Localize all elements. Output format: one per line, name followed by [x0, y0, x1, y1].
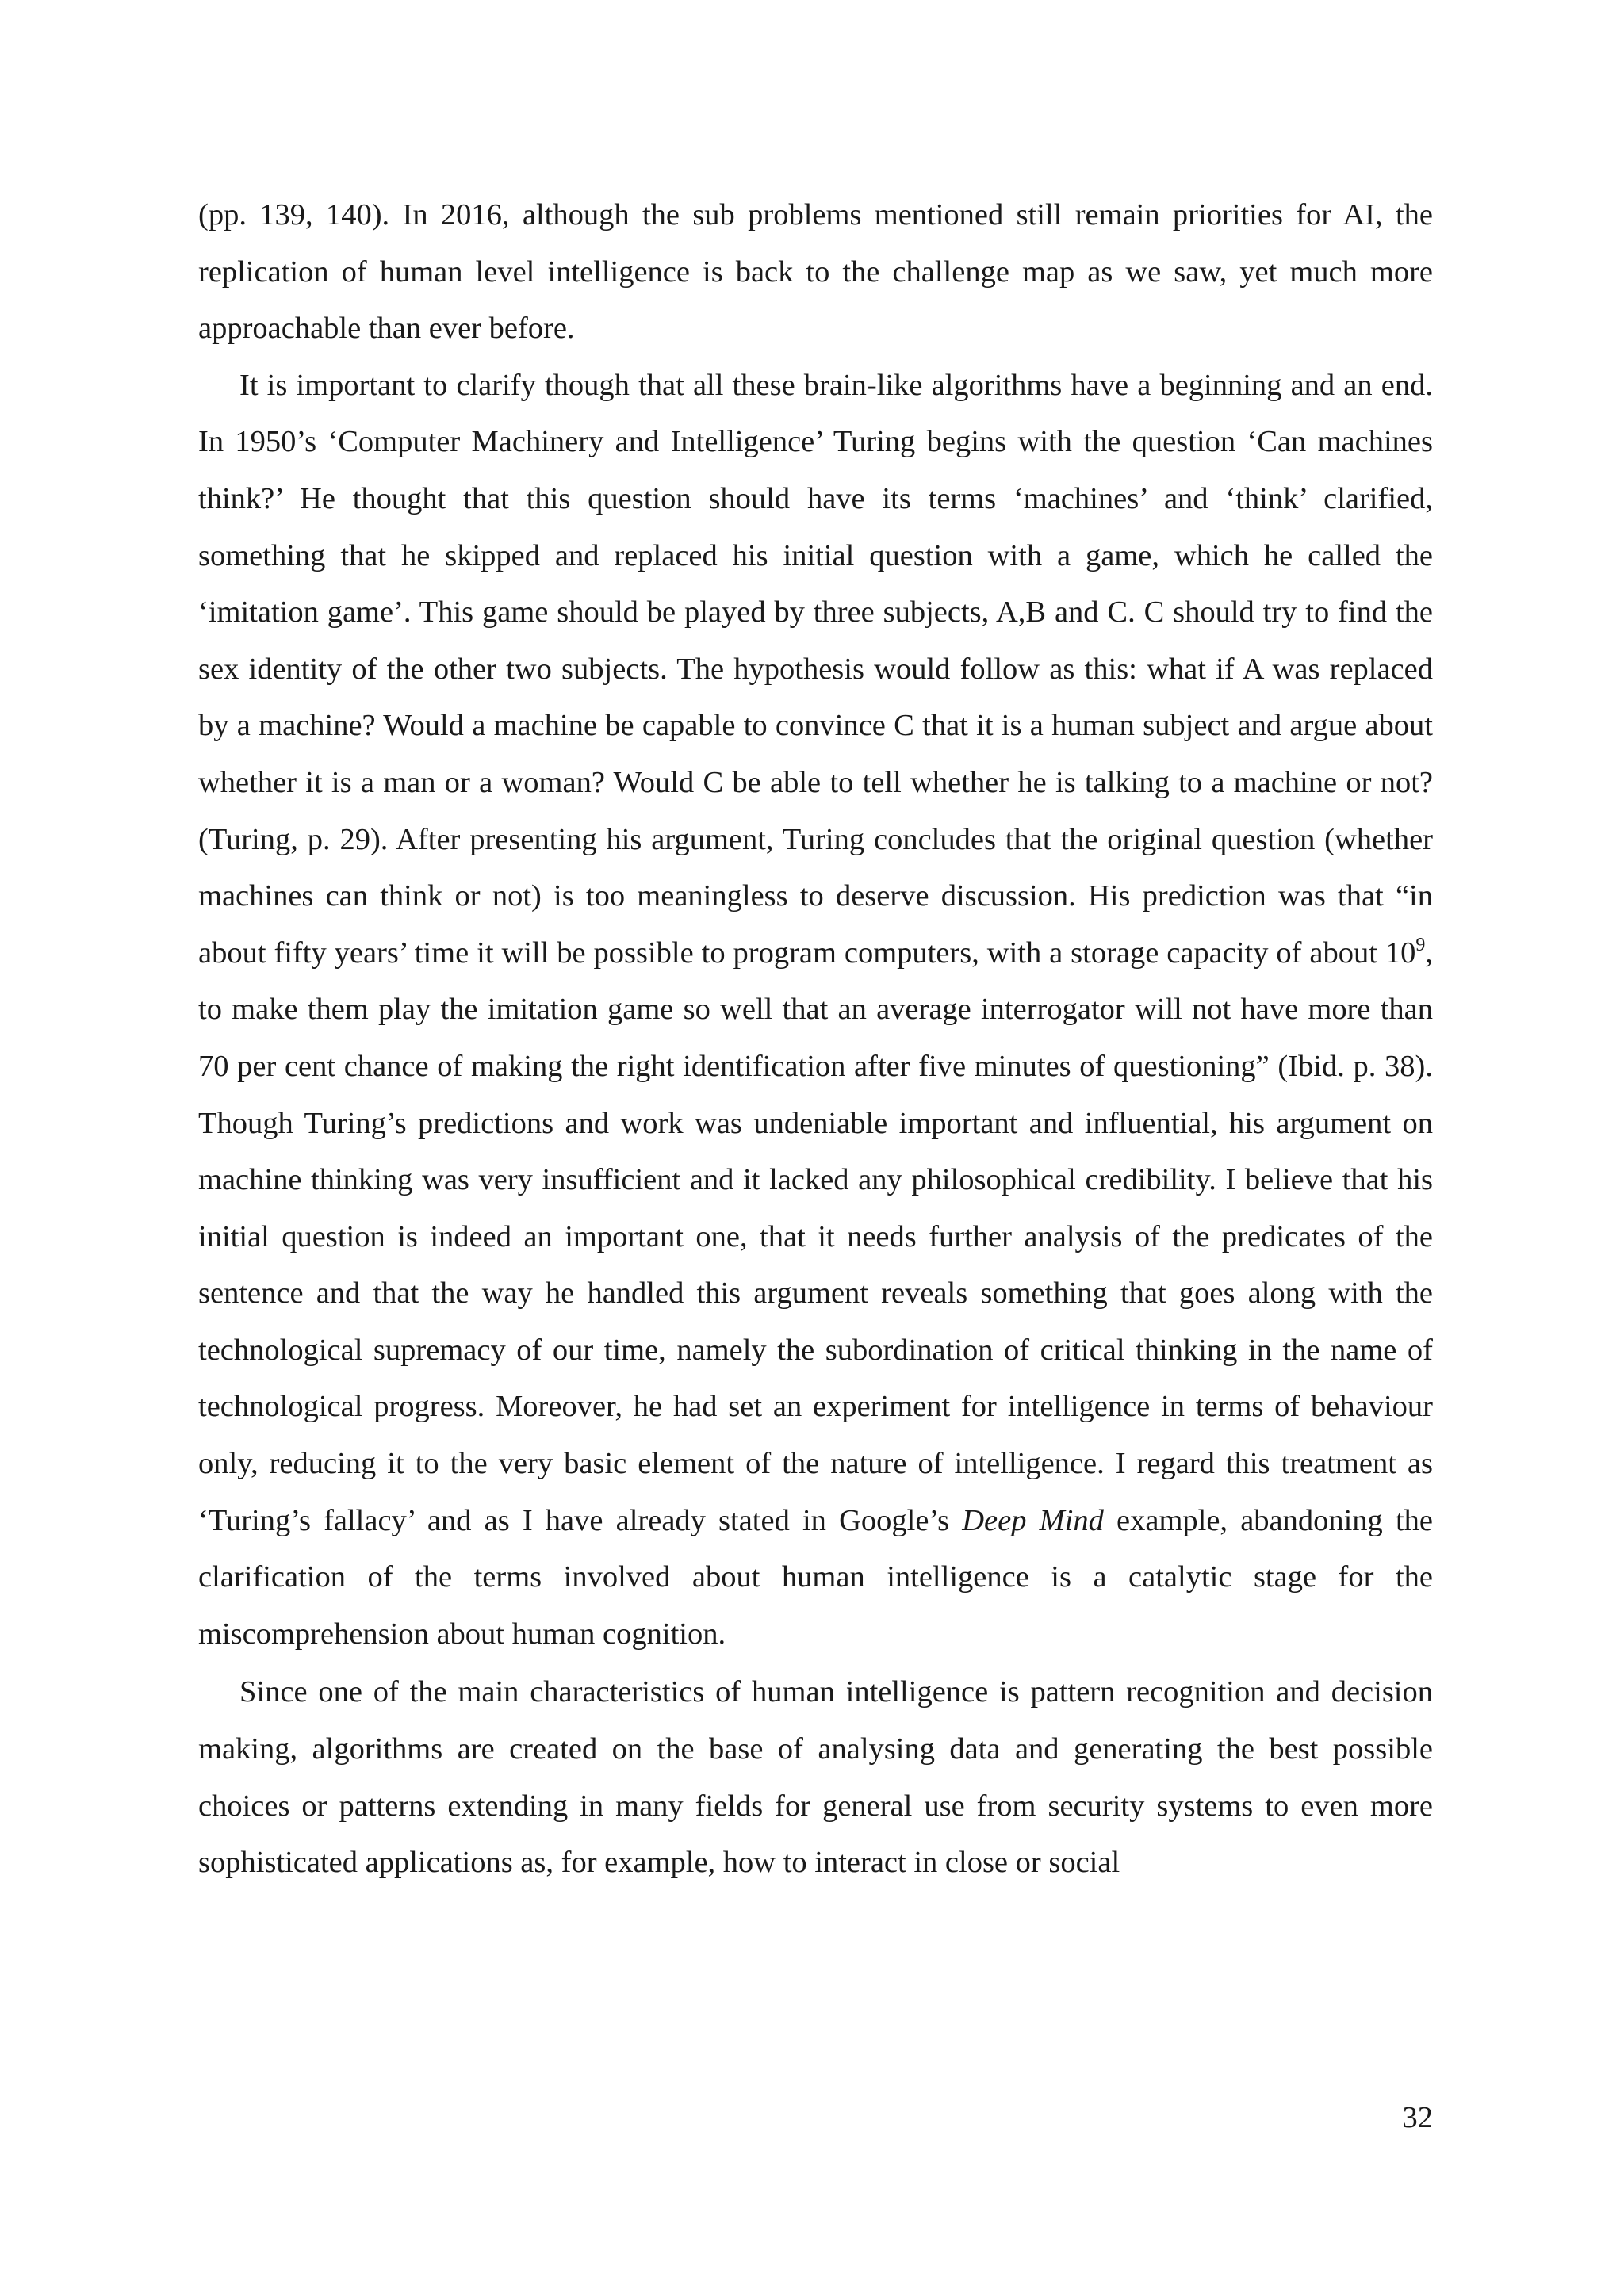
paragraph-2 [198, 358, 1433, 1663]
paragraph-2-text-a: It is important to clarify though that all these brain-like algorithms have a beginning and an end. In 1950’s ‘Computer Machinery and Intelligence’ Turing begins with the question ‘Can machines think?’ He thought that this question should have its terms ‘machines’ and ‘think’ clarified, something that he skipped and replaced his initial question with a game, which he called the ‘imitation game’. This game should be played by three subjects, A,B and C. C should try to find the sex identity of the other two subjects. The hypothesis would follow as this: what if A was replaced by a machine? Would a machine be capable to convince C that it is a human subject and argue about whether it is a man or a woman? Would C be able to tell whether he is talking to a machine or not? (Turing, p. 29). After presenting his argument, Turing concludes that the original question (whether machines can think or not) is too meaningless to deserve discussion. His prediction was that “in about fifty years’ time it will be possible to program computers, with a storage capacity of about 10 [198, 368, 1433, 970]
paragraph-2-text-b: , to make them play the imitation game so well that an average interrogator will not have more than 70 per cent chance of making the right identification after five minutes of questioning” (Ibid. p. 38). Though Turing’s predictions and work was undeniable important and influential, his argument on machine thinking was very insufficient and it lacked any philosophical credibility. I believe that his initial question is indeed an important one, that it needs further analysis of the predicates of the sentence and that the way he handled this argument reveals something that goes along with the technological supremacy of our time, namely the subordination of critical thinking in the name of technological progress. Moreover, he had set an experiment for intelligence in terms of behaviour only, reducing it to the very basic element of the nature of intelligence. I regard this treatment as ‘Turing’s fallacy’ and as I have already stated in Google’s [198, 936, 1433, 1537]
page-number: 32 [1402, 2101, 1433, 2134]
paragraph-2-text-c: example, abandoning the clarification of the terms involved about human intelligence is a catalytic stage for the miscomprehension about human cognition. [198, 1503, 1433, 1651]
body-text [198, 187, 1433, 1892]
paragraph-1: (pp. 139, 140). In 2016, although the sub problems mentioned still remain priorities for AI, the replication of human level intelligence is back to the challenge map as we saw, yet much more approachable than ever before. [198, 198, 1433, 346]
italic-title: Deep Mind [962, 1503, 1104, 1537]
exponent: 9 [1415, 934, 1426, 955]
paragraph-3: Since one of the main characteristics of human intelligence is pattern recognition and decision making, algorithms are created on the base of analysing data and generating the best possible choices or patterns extending in many fields for general use from security systems to even more sophisticated applications as, for example, how to interact in close or social [198, 1675, 1433, 1880]
